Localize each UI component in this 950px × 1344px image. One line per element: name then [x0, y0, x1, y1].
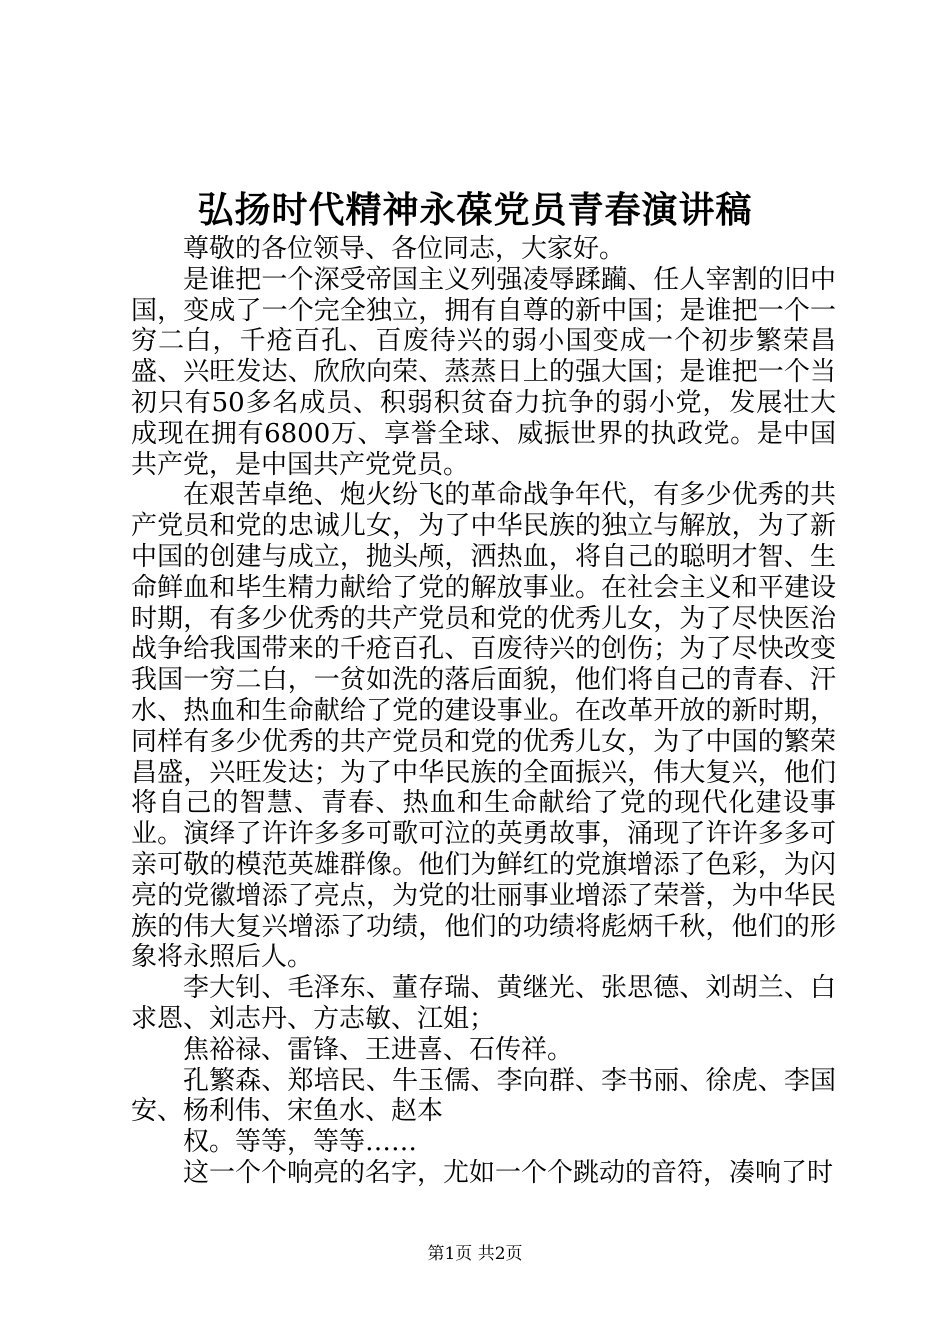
paragraph: 权。等等，等等……: [183, 1127, 418, 1158]
paragraph-greeting: 尊敬的各位领导、各位同志，大家好。: [183, 234, 626, 264]
page-number-footer: 第1页 共2页: [427, 1244, 523, 1264]
paragraph: 这一个个响亮的名字，尤如一个个跳动的音符，凑响了时: [183, 1157, 834, 1188]
document-body: [131, 234, 836, 1189]
document-title: 弘扬时代精神永葆党员青春演讲稿: [197, 189, 753, 231]
paragraph: 是谁把一个深受帝国主义列强凌辱蹂躏、任人宰割的旧中国，变成了一个完全独立，拥有自尊的新中国；是谁把一个一穷二白，千疮百孔、百废待兴的弱小国变成一个初步繁荣昌盛、兴旺发达、欣欣向荣、蒸蒸日上的强大国；是谁把一个当初只有50多名成员、积弱积贫奋力抗争的弱小党，发展壮大成现在拥有6800万、享誉全球、威振世界的执政党。是中国共产党，是中国共产党党员。: [131, 264, 836, 480]
paragraph-names-list: 焦裕禄、雷锋、王进喜、石传祥。: [183, 1034, 574, 1065]
paragraph-names-list: 孔繁森、郑培民、牛玉儒、李向群、李书丽、徐虎、李国安、杨利伟、宋鱼水、赵本: [131, 1065, 836, 1127]
paragraph-names-list: 李大钊、毛泽东、董存瑞、黄继光、张思德、刘胡兰、白求恩、刘志丹、方志敏、江姐；: [131, 973, 836, 1034]
paragraph: 在艰苦卓绝、炮火纷飞的革命战争年代，有多少优秀的共产党员和党的忠诚儿女，为了中华民族的独立与解放，为了新中国的创建与成立，抛头颅，洒热血，将自己的聪明才智、生命鲜血和毕生精力献给了党的解放事业。在社会主义和平建设时期，有多少优秀的共产党员和党的优秀儿女，为了尽快医治战争给我国带来的千疮百孔、百废待兴的创伤；为了尽快改变我国一穷二白，一贫如洗的落后面貌，他们将自己的青春、汗水、热血和生命献给了党的建设事业。在改革开放的新时期，同样有多少优秀的共产党员和党的优秀儿女，为了中国的繁荣昌盛，兴旺发达；为了中华民族的全面振兴，伟大复兴，他们将自己的智慧、青春、热血和生命献给了党的现代化建设事业。演绎了许许多多可歌可泣的英勇故事，涌现了许许多多可亲可敬的模范英雄群像。他们为鲜红的党旗增添了色彩，为闪亮的党徽增添了亮点，为党的壮丽事业增添了荣誉，为中华民族的伟大复兴增添了功绩，他们的功绩将彪炳千秋，他们的形象将永照后人。: [131, 480, 836, 973]
